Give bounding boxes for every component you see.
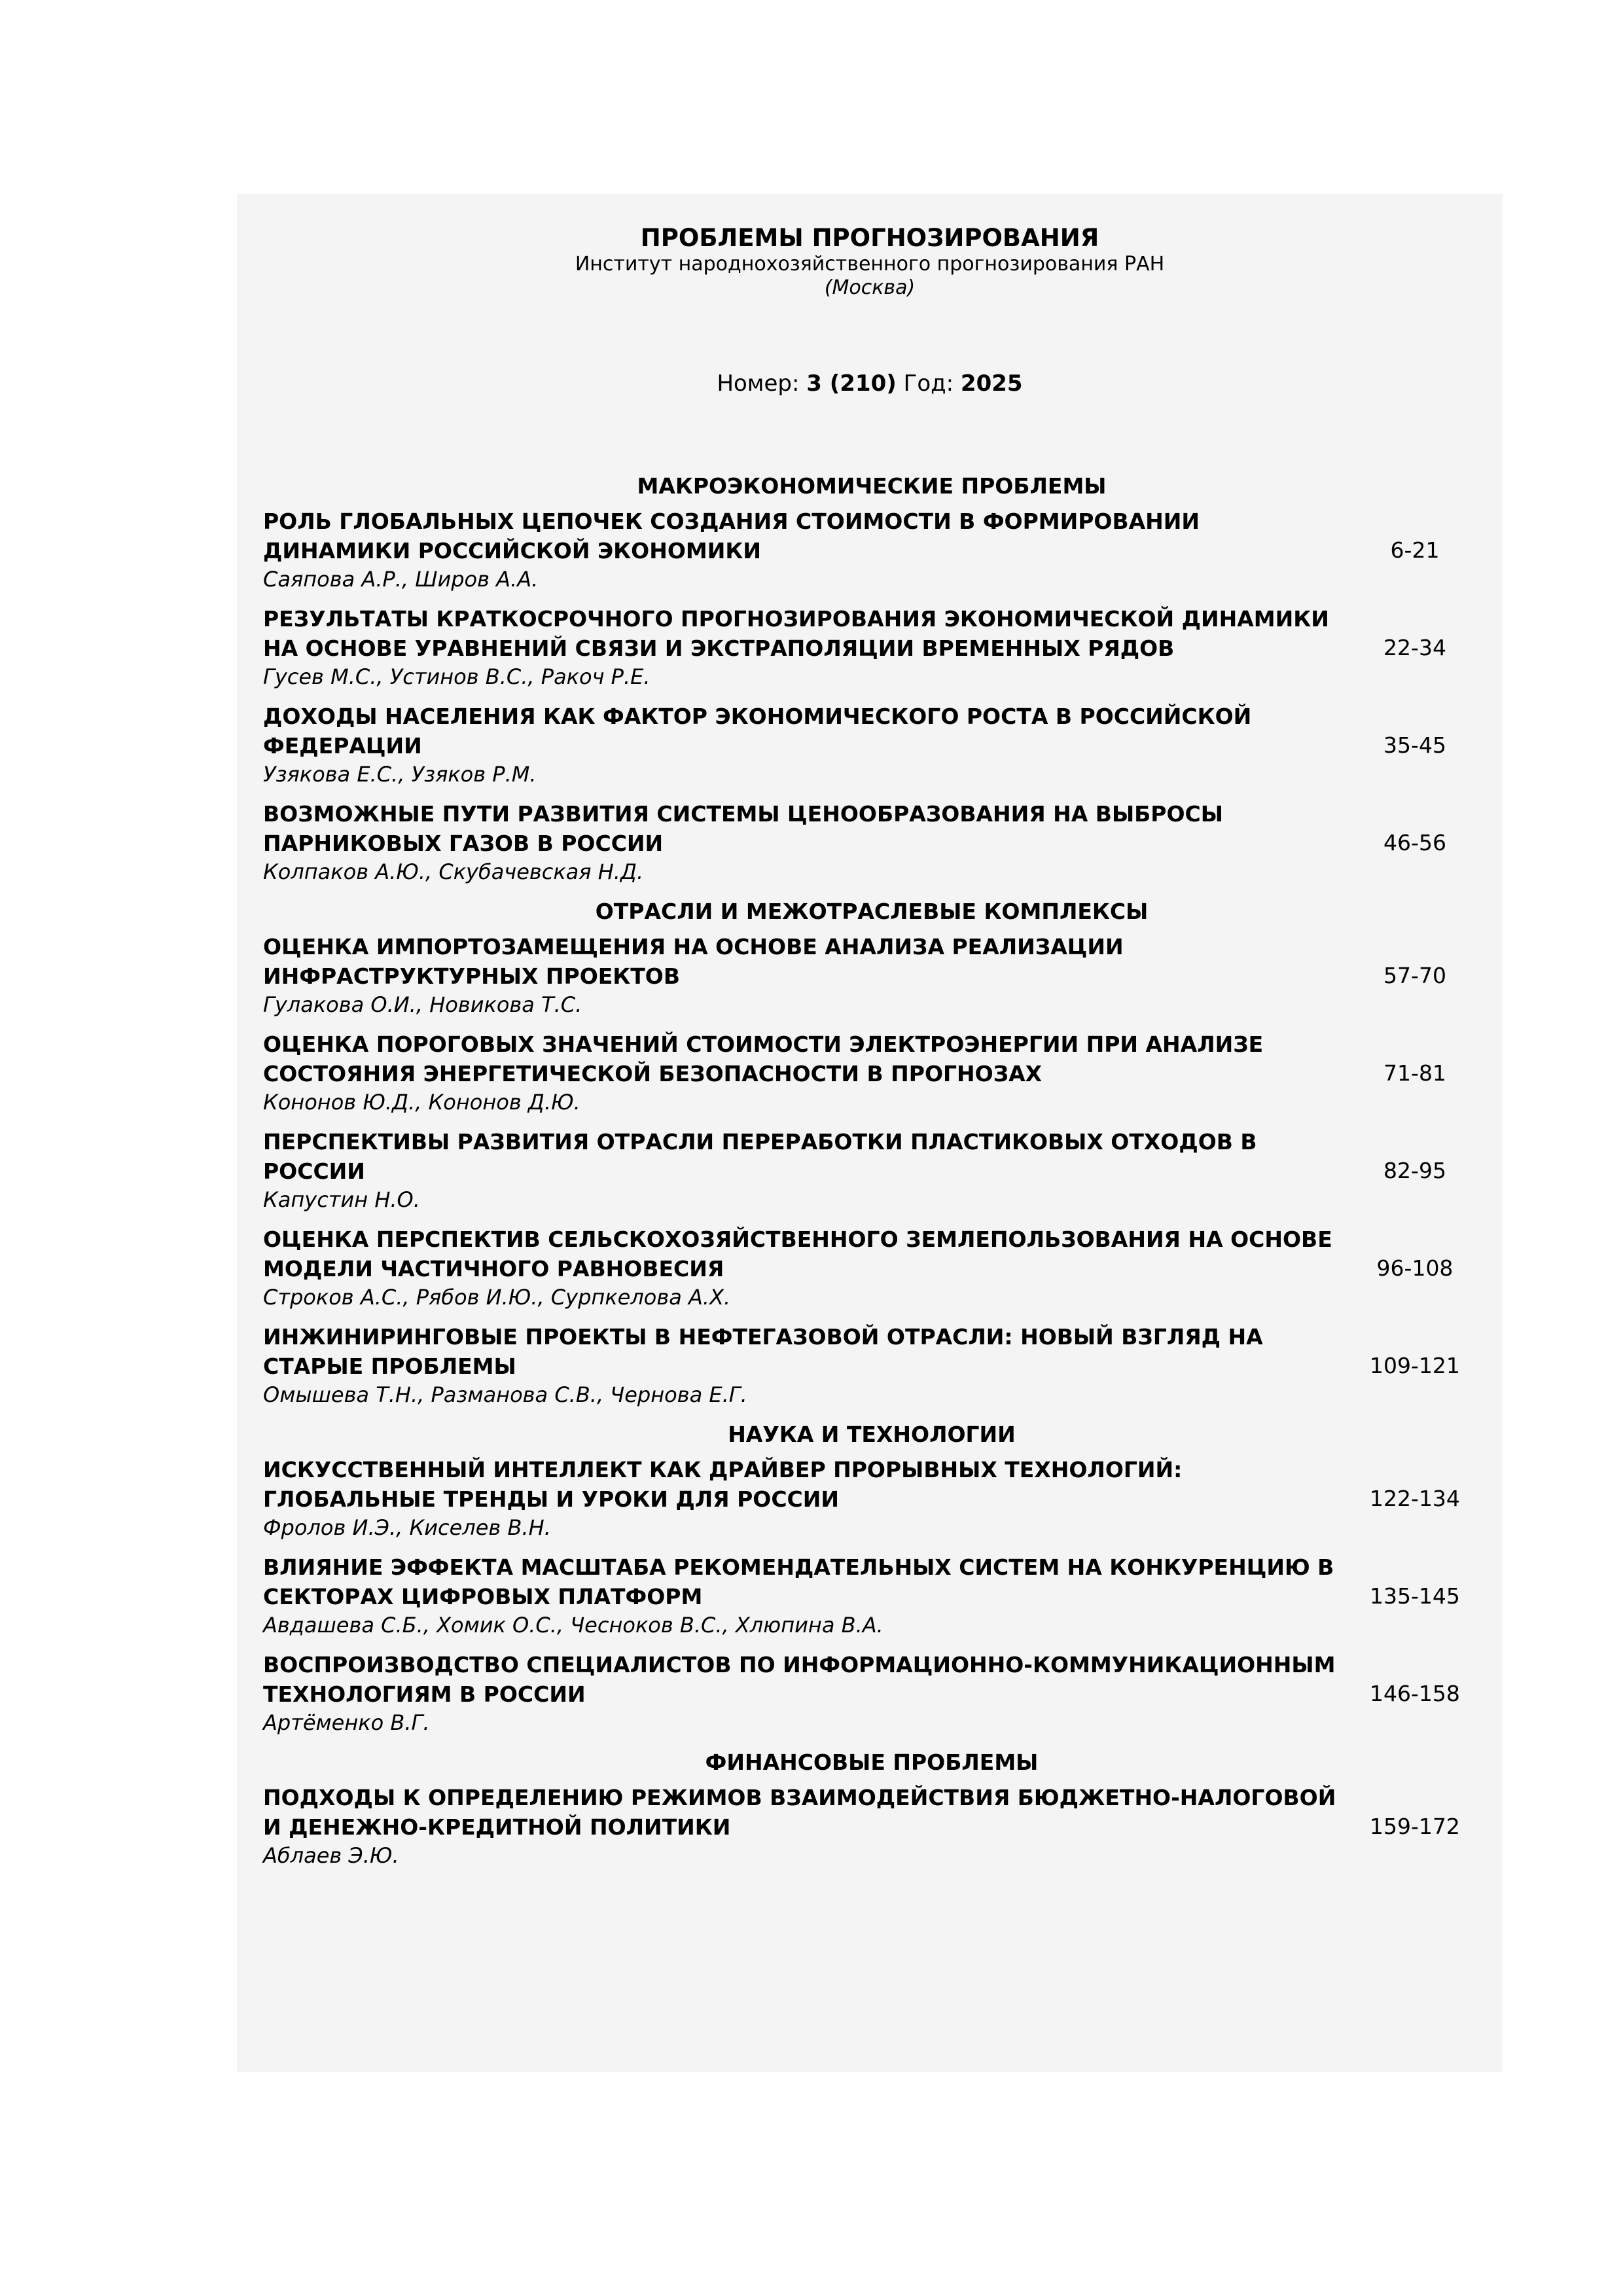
publisher-name: Институт народнохозяйственного прогнозирования РАН: [575, 253, 1165, 276]
document-panel: [237, 194, 1503, 2072]
toc-entry-text: [263, 932, 1349, 1019]
article-pages: 82-95: [1383, 1158, 1446, 1183]
article-pages: 159-172: [1370, 1814, 1460, 1839]
article-pages: 122-134: [1370, 1486, 1460, 1511]
article-pages: 35-45: [1383, 732, 1446, 758]
article-title: ВОСПРОИЗВОДСТВО СПЕЦИАЛИСТОВ ПО ИНФОРМАЦИОННО-КОММУНИКАЦИОННЫМ ТЕХНОЛОГИЯМ В РОССИИ: [263, 1652, 1336, 1707]
issue-info: [237, 369, 1503, 398]
toc-entry-text: [263, 1455, 1349, 1542]
article-authors: Капустин Н.О.: [263, 1187, 420, 1212]
toc-entry-text: [263, 1127, 1349, 1214]
article-authors: Фролов И.Э., Киселев В.Н.: [263, 1515, 551, 1540]
article-title: ОЦЕНКА ИМПОРТОЗАМЕЩЕНИЯ НА ОСНОВЕ АНАЛИЗА РЕАЛИЗАЦИИ ИНФРАСТРУКТУРНЫХ ПРОЕКТОВ: [263, 934, 1124, 989]
toc-entry-text: [263, 1225, 1349, 1312]
article-pages: 71-81: [1383, 1060, 1446, 1086]
issue-number-value: 3 (210): [806, 370, 897, 397]
article-pages: 6-21: [1390, 537, 1440, 563]
article-title: ИСКУССТВЕННЫЙ ИНТЕЛЛЕКТ КАК ДРАЙВЕР ПРОРЫВНЫХ ТЕХНОЛОГИЙ: ГЛОБАЛЬНЫЕ ТРЕНДЫ И УРОКИ ДЛЯ РОССИИ: [263, 1457, 1183, 1512]
article-pages: 109-121: [1370, 1353, 1460, 1378]
article-title: ОЦЕНКА ПОРОГОВЫХ ЗНАЧЕНИЙ СТОИМОСТИ ЭЛЕКТРОЭНЕРГИИ ПРИ АНАЛИЗЕ СОСТОЯНИЯ ЭНЕРГЕТИЧЕСКОЙ БЕЗОПАСНОСТИ В ПРОГНОЗАХ: [263, 1031, 1264, 1086]
toc-entry: [263, 1127, 1480, 1214]
article-authors: Гусев М.С., Устинов В.С., Ракоч Р.Е.: [263, 664, 651, 689]
toc-entry: [263, 1455, 1480, 1542]
toc-entry-text: [263, 1030, 1349, 1117]
article-title: ВОЗМОЖНЫЕ ПУТИ РАЗВИТИЯ СИСТЕМЫ ЦЕНООБРАЗОВАНИЯ НА ВЫБРОСЫ ПАРНИКОВЫХ ГАЗОВ В РОССИИ: [263, 801, 1223, 856]
article-authors: Узякова Е.С., Узяков Р.М.: [263, 762, 537, 787]
article-authors: Артёменко В.Г.: [263, 1710, 430, 1735]
article-pages: 135-145: [1370, 1583, 1460, 1609]
issue-number-label: Номер:: [717, 370, 800, 397]
toc-entry-text: [263, 1783, 1349, 1870]
issue-year-value: 2025: [960, 370, 1023, 397]
article-pages: 46-56: [1383, 830, 1446, 855]
section-title: МАКРОЭКОНОМИЧЕСКИЕ ПРОБЛЕМЫ: [637, 473, 1107, 499]
section-title: ФИНАНСОВЫЕ ПРОБЛЕМЫ: [705, 1749, 1039, 1775]
article-pages: 96-108: [1376, 1255, 1454, 1281]
issue-year-label: Год:: [903, 370, 954, 397]
article-pages: 57-70: [1383, 963, 1446, 988]
toc-entry-text: [263, 799, 1349, 886]
toc-entry: [263, 1030, 1480, 1117]
article-authors: Аблаев Э.Ю.: [263, 1843, 399, 1868]
toc-entry: [263, 507, 1480, 594]
toc-entry: [263, 1225, 1480, 1312]
article-title: ИНЖИНИРИНГОВЫЕ ПРОЕКТЫ В НЕФТЕГАЗОВОЙ ОТРАСЛИ: НОВЫЙ ВЗГЛЯД НА СТАРЫЕ ПРОБЛЕМЫ: [263, 1324, 1263, 1379]
journal-title: ПРОБЛЕМЫ ПРОГНОЗИРОВАНИЯ: [640, 224, 1099, 252]
publisher-city: (Москва): [824, 276, 916, 299]
table-of-contents: [263, 465, 1480, 1880]
article-title: РЕЗУЛЬТАТЫ КРАТКОСРОЧНОГО ПРОГНОЗИРОВАНИЯ ЭКОНОМИЧЕСКОЙ ДИНАМИКИ НА ОСНОВЕ УРАВНЕНИЙ СВЯЗИ И ЭКСТРАПОЛЯЦИИ ВРЕМЕННЫХ РЯДОВ: [263, 606, 1329, 661]
article-title: ПЕРСПЕКТИВЫ РАЗВИТИЯ ОТРАСЛИ ПЕРЕРАБОТКИ ПЛАСТИКОВЫХ ОТХОДОВ В РОССИИ: [263, 1129, 1257, 1184]
article-title: РОЛЬ ГЛОБАЛЬНЫХ ЦЕПОЧЕК СОЗДАНИЯ СТОИМОСТИ В ФОРМИРОВАНИИ ДИНАМИКИ РОССИЙСКОЙ ЭКОНОМИКИ: [263, 509, 1200, 564]
toc-entry: [263, 932, 1480, 1019]
article-authors: Омышева Т.Н., Разманова С.В., Чернова Е.Г.: [263, 1382, 747, 1407]
article-title: ОЦЕНКА ПЕРСПЕКТИВ СЕЛЬСКОХОЗЯЙСТВЕННОГО ЗЕМЛЕПОЛЬЗОВАНИЯ НА ОСНОВЕ МОДЕЛИ ЧАСТИЧНОГО РАВНОВЕСИЯ: [263, 1227, 1332, 1282]
article-title: ВЛИЯНИЕ ЭФФЕКТА МАСШТАБА РЕКОМЕНДАТЕЛЬНЫХ СИСТЕМ НА КОНКУРЕНЦИЮ В СЕКТОРАХ ЦИФРОВЫХ ПЛАТФОРМ: [263, 1554, 1334, 1609]
article-title: ДОХОДЫ НАСЕЛЕНИЯ КАК ФАКТОР ЭКОНОМИЧЕСКОГО РОСТА В РОССИЙСКОЙ ФЕДЕРАЦИИ: [263, 704, 1252, 759]
toc-entry-text: [263, 1650, 1349, 1737]
article-authors: Строков А.С., Рябов И.Ю., Сурпкелова А.Х.: [263, 1285, 731, 1310]
article-authors: Авдашева С.Б., Хомик О.С., Чесноков В.С., Хлюпина В.А.: [263, 1613, 883, 1638]
toc-entry: [263, 799, 1480, 886]
article-title: ПОДХОДЫ К ОПРЕДЕЛЕНИЮ РЕЖИМОВ ВЗАИМОДЕЙСТВИЯ БЮДЖЕТНО-НАЛОГОВОЙ И ДЕНЕЖНО-КРЕДИТНОЙ ПОЛИТИКИ: [263, 1785, 1336, 1840]
toc-entry: [263, 1783, 1480, 1870]
toc-entry: [263, 1322, 1480, 1409]
toc-entry: [263, 604, 1480, 691]
toc-entry-text: [263, 1322, 1349, 1409]
toc-entry-text: [263, 604, 1349, 691]
article-authors: Кононов Ю.Д., Кононов Д.Ю.: [263, 1090, 580, 1115]
section-title: ОТРАСЛИ И МЕЖОТРАСЛЕВЫЕ КОМПЛЕКСЫ: [595, 899, 1149, 924]
article-authors: Саяпова А.Р., Широв А.А.: [263, 567, 539, 592]
article-authors: Гулакова О.И., Новикова Т.С.: [263, 992, 582, 1017]
article-pages: 146-158: [1370, 1681, 1460, 1706]
toc-entry: [263, 1552, 1480, 1640]
section-title: НАУКА И ТЕХНОЛОГИИ: [728, 1422, 1016, 1447]
article-authors: Колпаков А.Ю., Скубачевская Н.Д.: [263, 859, 644, 884]
article-pages: 22-34: [1383, 635, 1446, 660]
toc-entry-text: [263, 1552, 1349, 1640]
toc-entry-text: [263, 702, 1349, 789]
document-header: [237, 224, 1503, 300]
toc-entry-text: [263, 507, 1349, 594]
toc-entry: [263, 1650, 1480, 1737]
toc-entry: [263, 702, 1480, 789]
